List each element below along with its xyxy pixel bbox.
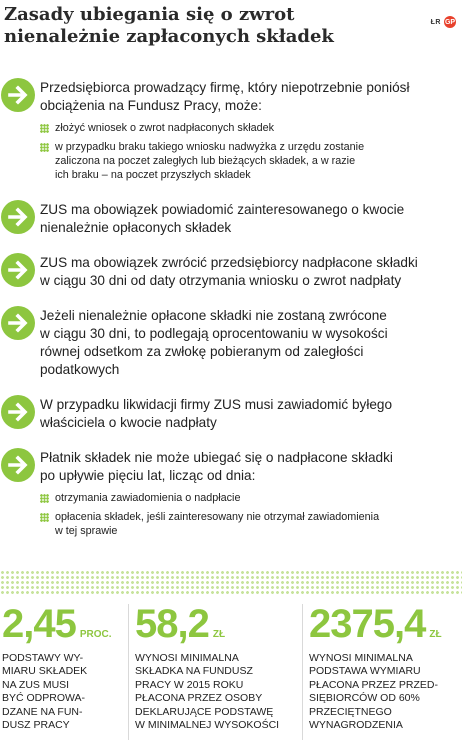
publisher-logo-text: GP [444,18,456,26]
stat-unit: ZŁ [212,629,226,640]
arrow-right-icon [1,253,35,287]
arrow-right-icon [1,306,35,340]
sub-item-text: w przypadku braku takiego wniosku nadwyżka z urzędu zostanie zaliczona na poczet zaległych lub bieżących składek, a w razie ich braku – na poczet przyszłych składek [55,141,365,181]
item-text: Przedsiębiorca prowadzący firmę, który niepotrzebnie poniósł obciążenia na Fundusz Pracy, może: [40,80,410,113]
stat-block [128,604,302,740]
list-item [0,395,462,432]
header [4,4,458,66]
dot-grid-bullet-icon [40,513,49,522]
dotted-divider [0,570,462,596]
stat-number: 2,45 [2,602,76,646]
item-text: ZUS ma obowiązek zwrócić przedsiębiorcy nadpłacone składki w ciągu 30 dni od daty otrzymania wniosku o zwrot nadpłaty [40,255,418,288]
stat-block [0,604,128,740]
stat-value [135,604,302,644]
stat-number: 2375,4 [309,602,426,646]
stat-description: WYNOSI MINIMALNA SKŁADKA NA FUNDUSZ PRACY W 2015 ROKU PŁACONA PRZEZ OSOBY DEKLARUJĄCE PODSTAWĘ W MINIMALNEJ WYSOKOŚCI [135,652,280,732]
arrow-right-icon [1,448,35,482]
stat-block [302,604,462,740]
stat-number: 58,2 [135,602,209,646]
item-text: W przypadku likwidacji firmy ZUS musi zawiadomić byłego właściciela o kwocie nadpłaty [40,397,393,430]
sub-item-text: otrzymania zawiadomienia o nadpłacie [55,492,241,504]
list-item [0,200,462,237]
arrow-right-icon [1,200,35,234]
list-item [0,448,462,538]
list-item [0,78,462,182]
source-credit [431,16,456,28]
page-title [4,4,458,48]
sub-item [40,140,450,182]
list-item [0,253,462,290]
dot-grid-bullet-icon [40,124,49,133]
sub-item [40,121,450,135]
sub-item [40,491,450,505]
stats-row [0,604,462,740]
publisher-logo [444,16,456,28]
dot-grid-bullet-icon [40,494,49,503]
stat-unit: PROC. [79,629,112,640]
arrow-right-icon [1,395,35,429]
item-text: Jeżeli nienależnie opłacone składki nie zostaną zwrócone w ciągu 30 dni, to podlegają oprocentowaniu w wysokości równej odsetkom za zwłokę pobieranym od zaległości podatkowych [40,308,388,377]
sub-item-text: opłacenia składek, jeśli zainteresowany nie otrzymał zawiadomienia w tej sprawie [55,511,380,537]
stat-description: WYNOSI MINIMALNA PODSTAWA WYMIARU PŁACONA PRZEZ PRZED- SIĘBIORCÓW OD 60% PRZECIĘTNEGO WYNAGRODZENIA [309,652,438,732]
stat-unit: ZŁ [429,629,442,640]
title-line-1: Zasady ubiegania się o zwrot [4,4,295,25]
sub-item [40,510,450,538]
author-initials: ŁR [430,18,441,26]
stat-description: PODSTAWY WY- MIARU SKŁADEK NA ZUS MUSI BYĆ ODPROWA- DZANE NA FUN- DUSZ PRACY [2,652,88,732]
rules-list [0,78,462,538]
stat-value [309,604,462,644]
dot-grid-bullet-icon [40,143,49,152]
item-text: ZUS ma obowiązek powiadomić zainteresowanego o kwocie nienależnie opłaconych składek [40,202,405,235]
sub-item-text: złożyć wniosek o zwrot nadpłaconych składek [55,122,275,134]
arrow-right-icon [1,78,35,112]
list-item [0,306,462,379]
stat-value [2,604,128,644]
title-line-2: nienależnie zapłaconych składek [4,26,334,47]
item-text: Płatnik składek nie może ubiegać się o nadpłacone składki po upływie pięciu lat, licząc od dnia: [40,450,393,483]
